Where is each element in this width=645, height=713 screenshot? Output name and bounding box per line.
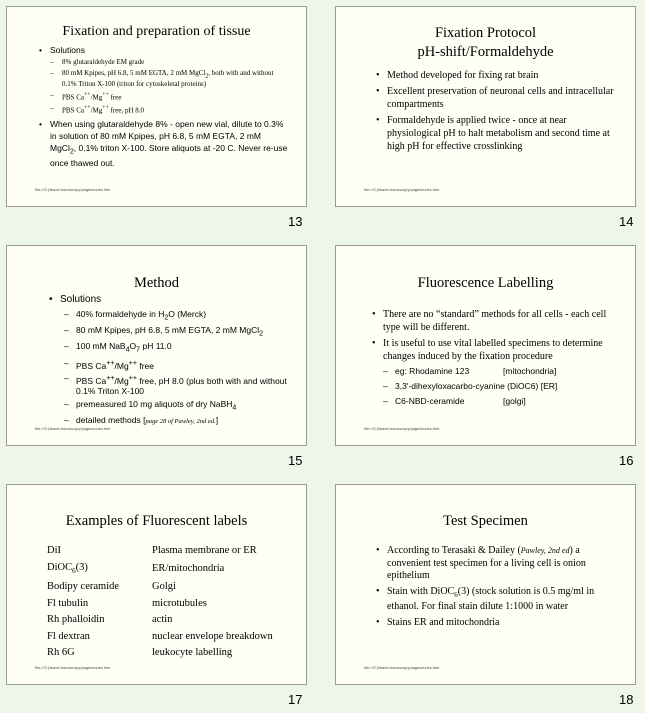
bullet-item: • Stain with DiOC$_6$(3) (stock solution is 0.5 mg/ml in ethanol. For final stain dilute 1:1000 in water (374, 586, 614, 614)
sub-bullet-item: – eg: Rhodamine 123 [mitochondria] (383, 365, 615, 378)
sub-bullet-item: – 80 mM Kpipes, pH 6.8, 5 mM EGTA, 2 mM MgCl$_2$, both with and without 0.1% Triton X-100 (triton for cytoskeletal proteins) (50, 69, 289, 89)
bullet-item: • It is useful to use vital labelled specimens to determine changes induced by the fixation procedure – eg: Rhodamine 123 [mitochondria] – 3,3'-dihexyloxacarbo-cyanine (DiOC6) [ER] – C6-NBD-ceramide [golgi] (370, 337, 615, 408)
sub-bullet-item: – C6-NBD-ceramide [golgi] (383, 395, 615, 408)
table-row: Fl tubulin microtubules (47, 597, 207, 609)
slide-title: Fixation Protocol pH-shift/Formaldehyde (417, 25, 554, 60)
table-row: DiOC$_6$(3) ER/mitochondria (47, 561, 225, 575)
slide-footer: file:///C|/teach/microscopy/pages/notes.htm (364, 427, 440, 431)
sub-bullet-item: – premeasured 10 mg aliquots of dry NaBH$_4$ (64, 399, 287, 413)
bullet-item: • Formaldehyde is applied twice - once at near physiological pH to halt metabolism and second time at high pH for effective crosslinking (374, 114, 614, 153)
sub-bullet-item: – 80 mM Kpipes, pH 6.8, 5 mM EGTA, 2 mM MgCl$_2$ (64, 325, 287, 339)
sub-bullet-item: – PBS Ca++/Mg++ free, pH 8.0 (50, 104, 289, 115)
slide-title: Fixation and preparation of tissue (62, 24, 251, 39)
page-number: 14 (619, 214, 634, 229)
bullet-item: • When using glutaraldehyde 8% - open new vial, dilute to 0.3% in solution of 80 mM Kpipes, pH 6.8, 5 mM EGTA, 2 mM MgCl$_2$, 0.1% triton X-100. Store aliquots at -20 C. Never re-use once thawed out. (37, 118, 289, 170)
bullet-item: • Solutions – 8% glutaraldehyde EM grade – 80 mM Kpipes, pH 6.8, 5 mM EGTA, 2 mM MgCl$_2$, both with and without 0.1% Triton X-100 (triton for cytoskeletal proteins) – PBS Ca++/Mg++ free – PBS Ca++/Mg++ free, pH 8.0 (37, 45, 289, 115)
sub-bullet-item: – 40% formaldehyde in $H_2O$ (Merck) (64, 309, 287, 323)
bullet-item: • According to Terasaki & Dailey (Pawley, 2nd ed) a convenient test specimen for a living cell is onion epithelium (374, 545, 614, 583)
label-table (47, 543, 273, 662)
bullet-item: • Stains ER and mitochondria (374, 617, 614, 630)
bullet-item: • Excellent preservation of neuronal cells and intracellular compartments (374, 85, 614, 111)
bullet-item: • Method developed for fixing rat brain (374, 69, 614, 82)
slide-footer: file:///C|/teach/microscopy/pages/notes.htm (35, 427, 111, 431)
table-row: Rh phalloidin actin (47, 614, 173, 626)
sub-bullet-item: – PBS Ca++/Mg++ free (50, 91, 289, 102)
sub-bullet-item: – PBS Ca++/Mg++ free (64, 358, 287, 371)
slide-title: Test Specimen (443, 513, 528, 529)
page-number: 13 (288, 214, 303, 229)
table-row: Fl dextran nuclear envelope breakdown (47, 630, 273, 642)
page-number: 15 (288, 453, 303, 468)
sub-bullet-item: – PBS Ca++/Mg++ free, pH 8.0 (plus both with and without 0.1% Triton X-100 (64, 373, 287, 397)
bullet-item: • Solutions – 40% formaldehyde in $H_2O$ (Merck) – 80 mM Kpipes, pH 6.8, 5 mM EGTA, 2 mM MgCl$_2$ – 100 mM $NaB_4O_7$ pH 11.0 – PBS Ca++/Mg++ free – PBS Ca++/Mg++ free, pH 8.0 (plus both with and without 0.1% Triton X-100 – premeasured 10 mg aliquots of dry NaBH$_4$ – detailed methods [page 28 of Pawley, 2nd ed.] (47, 294, 287, 427)
sub-bullet-item: – 3,3'-dihexyloxacarbo-cyanine (DiOC6) [ER] (383, 380, 615, 393)
page-number: 18 (619, 692, 634, 707)
page-number: 17 (288, 692, 303, 707)
table-row: Bodipy ceramide Golgi (47, 581, 176, 593)
table-row: Rh 6G leukocyte labelling (47, 647, 233, 659)
slide-title: Examples of Fluorescent labels (65, 513, 248, 529)
sub-bullet-item: – detailed methods [page 28 of Pawley, 2nd ed.] (64, 415, 287, 428)
bullet-item: • There are no “standard” methods for all cells - each cell type will be different. (370, 308, 615, 334)
slide-14 (335, 6, 636, 207)
slide-17 (6, 484, 307, 685)
slide-footer: file:///C|/teach/microscopy/pages/notes.htm (364, 666, 440, 670)
slide-footer: file:///C|/teach/microscopy/pages/notes.htm (35, 188, 111, 192)
table-row: DiI Plasma membrane or ER (47, 545, 257, 556)
slide-18 (335, 484, 636, 685)
slide-title: Method (133, 275, 180, 291)
slide-footer: file:///C|/teach/microscopy/pages/notes.htm (35, 666, 111, 670)
slide-13 (6, 6, 307, 207)
slide-16 (335, 245, 636, 446)
sub-bullet-item: – 8% glutaraldehyde EM grade (50, 58, 289, 67)
slide-15 (6, 245, 307, 446)
slide-title: Fluorescence Labelling (417, 275, 554, 291)
slide-footer: file:///C|/teach/microscopy/pages/notes.htm (364, 188, 440, 192)
page-number: 16 (619, 453, 634, 468)
sub-bullet-item: – 100 mM $NaB_4O_7$ pH 11.0 (64, 341, 287, 355)
